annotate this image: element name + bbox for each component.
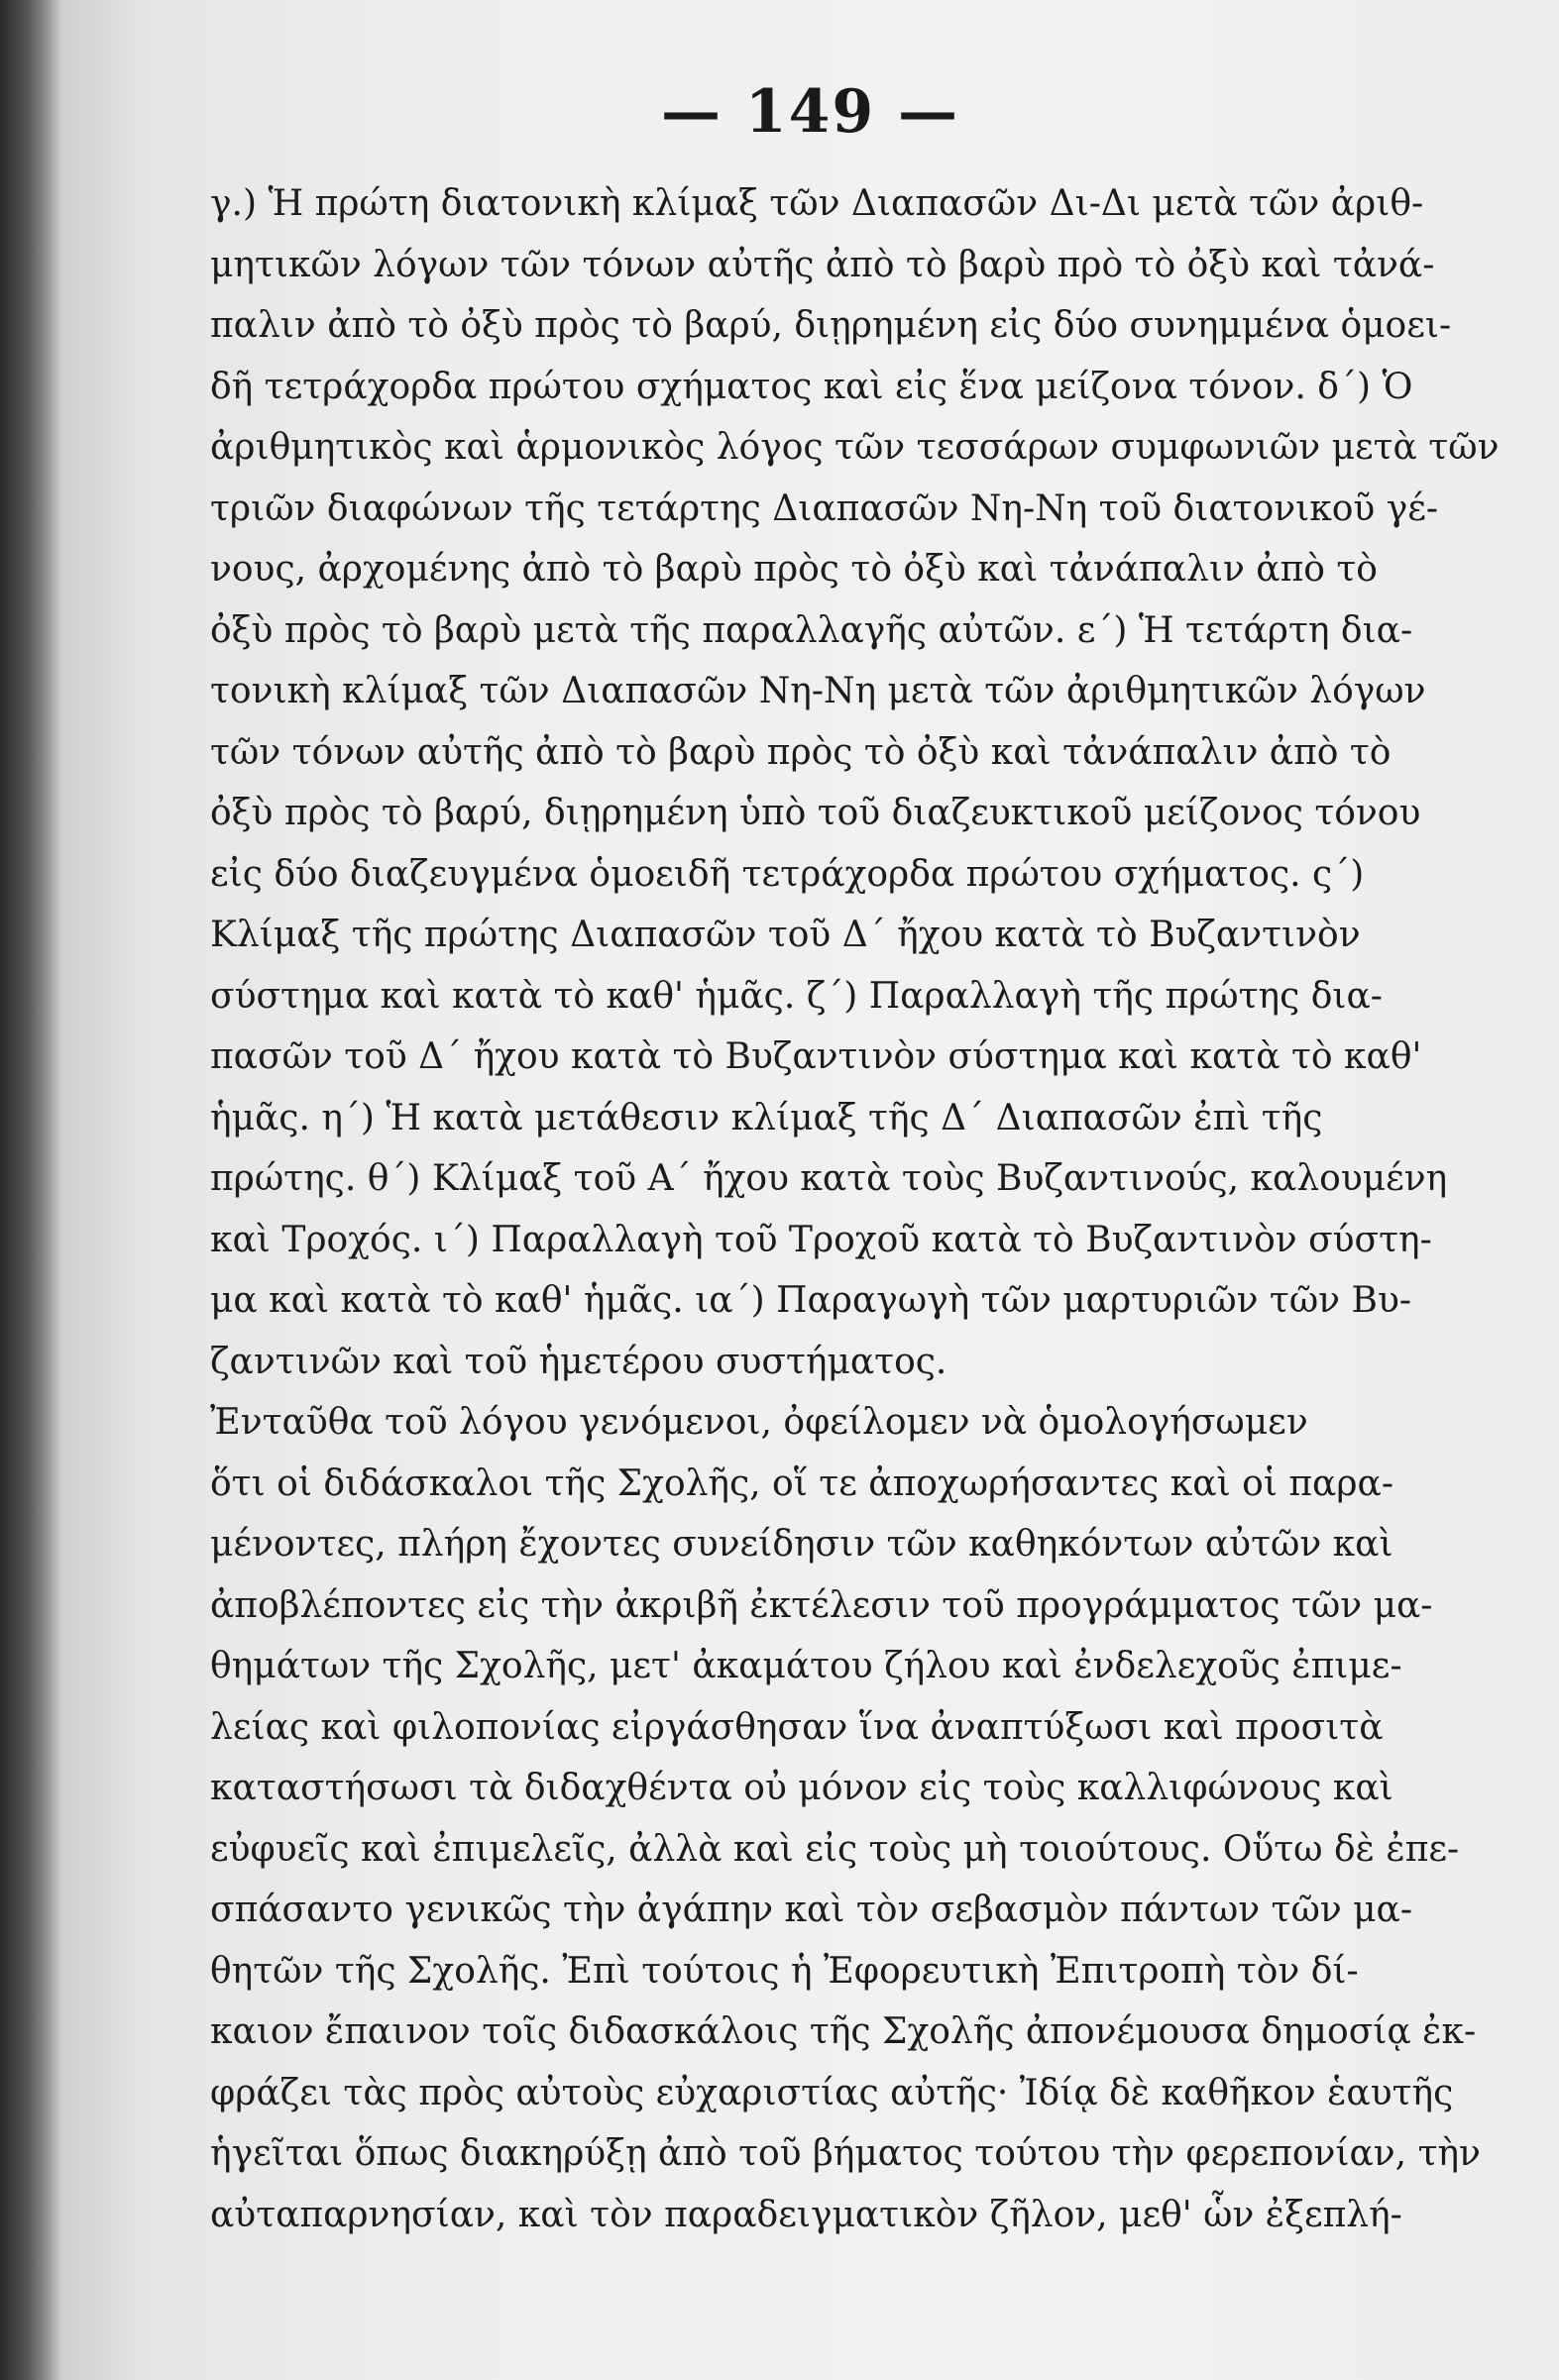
text-line: τριῶν διαφώνων τῆς τετάρτης Διαπασῶν Νη-Νη τοῦ διατονικοῦ γέ- [210,487,1439,529]
text-line: εἰς δύο διαζευγμένα ὁμοειδῆ τετράχορδα πρώτου σχήματος. ς΄) [210,853,1365,895]
text-line: νους, ἀρχομένης ἀπὸ τὸ βαρὺ πρὸς τὸ ὀξὺ καὶ τἀνάπαλιν ἀπὸ τὸ [210,549,1378,590]
text-line: ὀξὺ πρὸς τὸ βαρύ, διῃρημένη ὑπὸ τοῦ διαζευκτικοῦ μείζονος τόνου [210,793,1421,833]
text-line: πρώτης. θ΄) Κλίμαξ τοῦ Α΄ ἤχου κατὰ τοὺς Βυζαντινούς, καλουμένη [210,1158,1448,1199]
text-line: δῆ τετράχορδα πρώτου σχήματος καὶ εἰς ἕνα μείζονα τόνον. δ΄) Ὁ [210,366,1413,407]
text-line: ἡμᾶς. η΄) Ἡ κατὰ μετάθεσιν κλίμαξ τῆς Δ΄ Διαπασῶν ἐπὶ τῆς [210,1097,1323,1138]
text-line: Ἐνταῦθα τοῦ λόγου γενόμενοι, ὀφείλομεν νὰ ὁμολογήσωμεν [210,1402,1308,1443]
text-line: λείας καὶ φιλοπονίας εἰργάσθησαν ἵνα ἀναπτύξωσι καὶ προσιτὰ [210,1706,1384,1748]
text-line: ἀποβλέποντες εἰς τὴν ἀκριβῆ ἐκτέλεσιν τοῦ προγράμματος τῶν μα- [210,1584,1433,1626]
text-line: πασῶν τοῦ Δ΄ ἤχου κατὰ τὸ Βυζαντινὸν σύστημα καὶ κατὰ τὸ καθ' [210,1036,1422,1077]
text-line: καιον ἔπαινον τοῖς διδασκάλοις τῆς Σχολῆς ἀπονέμουσα δημοσίᾳ ἐκ- [210,2011,1477,2052]
text-line: γ.) Ἡ πρώτη διατονικὴ κλίμαξ τῶν Διαπασῶν Δι-Δι μετὰ τῶν ἀριθ- [210,183,1424,224]
text-line: ζαντινῶν καὶ τοῦ ἡμετέρου συστήματος. [210,1341,947,1382]
text-line: τονικὴ κλίμαξ τῶν Διαπασῶν Νη-Νη μετὰ τῶν ἀριθμητικῶν λόγων [210,671,1426,711]
text-line: καταστήσωσι τὰ διδαχθέντα οὐ μόνον εἰς τοὺς καλλιφώνους καὶ [210,1768,1393,1808]
text-line: ἀριθμητικὸς καὶ ἁρμονικὸς λόγος τῶν τεσσάρων συμφωνιῶν μετὰ τῶν [210,427,1500,468]
text-line: αὐταπαρνησίαν, καὶ τὸν παραδειγματικὸν ζῆλον, μεθ' ὧν ἐξεπλή- [210,2194,1402,2235]
text-line: θημάτων τῆς Σχολῆς, μετ' ἀκαμάτου ζήλου καὶ ἐνδελεχοῦς ἐπιμε- [210,1646,1402,1686]
text-line: Κλίμαξ τῆς πρώτης Διαπασῶν τοῦ Δ΄ ἤχου κατὰ τὸ Βυζαντινὸν [210,915,1361,955]
text-line: καὶ Τροχός. ι΄) Παραλλαγὴ τοῦ Τροχοῦ κατὰ τὸ Βυζαντινὸν σύστη- [210,1219,1432,1260]
text-line: μητικῶν λόγων τῶν τόνων αὐτῆς ἀπὸ τὸ βαρὺ πρὸ τὸ ὀξὺ καὶ τἀνά- [210,244,1435,285]
text-line: μα καὶ κατὰ τὸ καθ' ἡμᾶς. ια΄) Παραγωγὴ τῶν μαρτυριῶν τῶν Βυ- [210,1280,1412,1321]
binding-gutter [0,0,61,2380]
text-line: ἡγεῖται ὅπως διακηρύξῃ ἀπὸ τοῦ βήματος τούτου τὴν φερεπονίαν, τὴν [210,2133,1481,2174]
text-line: σπάσαντο γενικῶς τὴν ἀγάπην καὶ τὸν σεβασμὸν πάντων τῶν μα- [210,1890,1413,1930]
book-page [61,0,1559,2380]
text-line: ὀξὺ πρὸς τὸ βαρὺ μετὰ τῆς παραλλαγῆς αὐτῶν. ε΄) Ἡ τετάρτη δια- [210,609,1413,651]
page-number: — 149 — [660,77,960,147]
text-line: θητῶν τῆς Σχολῆς. Ἐπὶ τούτοις ἡ Ἐφορευτικὴ Ἐπιτροπὴ τὸν δί- [210,1950,1359,1992]
text-line: εὐφυεῖς καὶ ἐπιμελεῖς, ἀλλὰ καὶ εἰς τοὺς μὴ τοιούτους. Οὕτω δὲ ἐπε- [210,1828,1460,1870]
text-line: ὅτι οἱ διδάσκαλοι τῆς Σχολῆς, οἵ τε ἀποχωρήσαντες καὶ οἱ παρα- [210,1462,1393,1504]
text-line: φράζει τὰς πρὸς αὐτοὺς εὐχαριστίας αὐτῆς· Ἰδίᾳ δὲ καθῆκον ἑαυτῆς [210,2072,1454,2113]
text-line: παλιν ἀπὸ τὸ ὀξὺ πρὸς τὸ βαρύ, διῃρημένη εἰς δύο συνημμένα ὁμοει- [210,305,1452,346]
text-line: μένοντες, πλήρη ἔχοντες συνείδησιν τῶν καθηκόντων αὐτῶν καὶ [210,1524,1393,1565]
text-line: τῶν τόνων αὐτῆς ἀπὸ τὸ βαρὺ πρὸς τὸ ὀξὺ καὶ τἀνάπαλιν ἀπὸ τὸ [210,731,1392,773]
text-line: σύστημα καὶ κατὰ τὸ καθ' ἡμᾶς. ζ΄) Παραλλαγὴ τῆς πρώτης δια- [210,975,1383,1017]
